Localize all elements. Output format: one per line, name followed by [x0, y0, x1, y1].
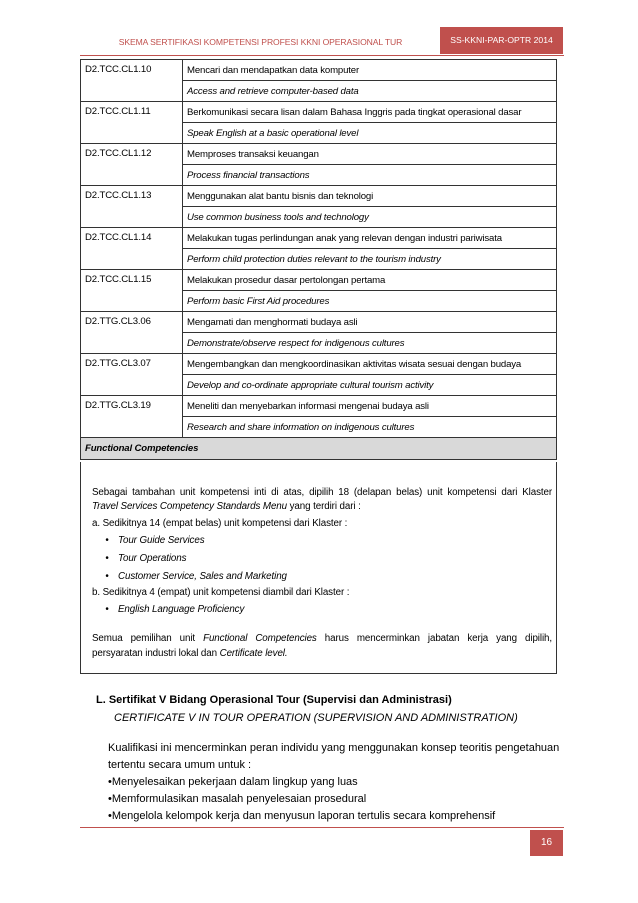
unit-title-en-cell: Perform child protection duties relevant to the tourism industry — [183, 249, 557, 270]
bullet-icon: • — [108, 776, 112, 788]
unit-title-id-cell: Melakukan tugas perlindungan anak yang relevan dengan industri pariwisata — [183, 228, 557, 249]
table-row — [81, 144, 557, 165]
table-row — [81, 354, 557, 375]
section-l-title: L. Sertifikat V Bidang Operasional Tour (Supervisi dan Administrasi) — [96, 694, 452, 706]
table-row — [81, 312, 557, 333]
unit-code-cell: D2.TTG.CL3.19 — [81, 396, 183, 438]
header-document-title: SKEMA SERTIFIKASI KOMPETENSI PROFESI KKNI OPERASIONAL TUR — [118, 37, 403, 47]
cluster-a-item: • Tour Operations — [96, 552, 556, 566]
unit-title-en-cell: Process financial transactions — [183, 165, 557, 186]
table-row — [81, 102, 557, 123]
functional-intro-line1: Sebagai tambahan unit kompetensi inti di atas, dipilih 18 (delapan belas) unit kompetensi dari Klaster — [92, 487, 552, 498]
functional-competencies-heading-row — [81, 438, 557, 460]
unit-title-en-cell: Speak English at a basic operational level — [183, 123, 557, 144]
unit-title-en-cell: Use common business tools and technology — [183, 207, 557, 228]
cluster-b-item: • English Language Proficiency — [96, 603, 556, 617]
section-l-bullet-item: •Memformulasikan masalah penyelesaian prosedural — [108, 793, 367, 805]
table-row — [81, 228, 557, 249]
functional-competencies-heading: Functional Competencies — [81, 438, 557, 460]
unit-code-cell: D2.TCC.CL1.10 — [81, 60, 183, 102]
unit-title-id-cell: Memproses transaksi keuangan — [183, 144, 557, 165]
unit-code-cell: D2.TCC.CL1.14 — [81, 228, 183, 270]
functional-intro-line2: Travel Services Competency Standards Menu yang terdiri dari : — [92, 501, 361, 512]
unit-title-id-cell: Berkomunikasi secara lisan dalam Bahasa Inggris pada tingkat operasional dasar — [183, 102, 557, 123]
cluster-a-item: • Tour Guide Services — [96, 534, 556, 548]
unit-code-cell: D2.TTG.CL3.06 — [81, 312, 183, 354]
section-l-subtitle: CERTIFICATE V IN TOUR OPERATION (SUPERVISION AND ADMINISTRATION) — [114, 712, 518, 724]
unit-code-cell: D2.TTG.CL3.07 — [81, 354, 183, 396]
footer-divider — [80, 827, 564, 828]
competency-units-table — [80, 59, 557, 460]
section-l-bullet-item: •Menyelesaikan pekerjaan dalam lingkup yang luas — [108, 776, 358, 788]
header-document-code: SS-KKNI-PAR-OPTR 2014 — [440, 27, 563, 54]
cluster-b-text: b. Sedikitnya 4 (empat) unit kompetensi diambil dari Klaster : — [92, 587, 350, 598]
unit-title-en-cell: Demonstrate/observe respect for indigenous cultures — [183, 333, 557, 354]
header-divider — [80, 55, 564, 56]
bullet-icon: • — [105, 604, 109, 615]
section-l-paragraph-line2: tertentu secara umum untuk : — [108, 759, 252, 771]
bullet-icon: • — [105, 553, 109, 564]
unit-title-en-cell: Develop and co-ordinate appropriate cultural tourism activity — [183, 375, 557, 396]
bullet-icon: • — [105, 571, 109, 582]
cluster-a-item: • Customer Service, Sales and Marketing — [96, 570, 556, 584]
unit-title-id-cell: Menggunakan alat bantu bisnis dan teknologi — [183, 186, 557, 207]
table-row — [81, 270, 557, 291]
section-l-paragraph-line1: Kualifikasi ini mencerminkan peran individu yang menggunakan konsep teoritis pengetahuan — [108, 742, 560, 754]
bullet-icon: • — [105, 535, 109, 546]
unit-code-cell: D2.TCC.CL1.11 — [81, 102, 183, 144]
functional-closing-line1: Semua pemilihan unit Functional Competencies harus mencerminkan jabatan kerja yang dipilih, — [92, 633, 553, 644]
unit-title-en-cell: Access and retrieve computer-based data — [183, 81, 557, 102]
bullet-icon: • — [108, 810, 112, 822]
unit-title-id-cell: Melakukan prosedur dasar pertolongan pertama — [183, 270, 557, 291]
bullet-icon: • — [108, 793, 112, 805]
functional-closing-line2: persyaratan industri lokal dan Certificate level. — [92, 648, 288, 659]
unit-code-cell: D2.TCC.CL1.13 — [81, 186, 183, 228]
unit-title-en-cell: Research and share information on indigenous cultures — [183, 417, 557, 438]
cluster-a-text: a. Sedikitnya 14 (empat belas) unit kompetensi dari Klaster : — [92, 518, 348, 529]
unit-title-en-cell: Perform basic First Aid procedures — [183, 291, 557, 312]
unit-code-cell: D2.TCC.CL1.15 — [81, 270, 183, 312]
unit-title-id-cell: Mengamati dan menghormati budaya asli — [183, 312, 557, 333]
functional-competencies-box — [80, 462, 557, 674]
unit-title-id-cell: Mencari dan mendapatkan data komputer — [183, 60, 557, 81]
table-row — [81, 186, 557, 207]
table-row — [81, 396, 557, 417]
unit-title-id-cell: Meneliti dan menyebarkan informasi mengenai budaya asli — [183, 396, 557, 417]
section-l-bullet-item: •Mengelola kelompok kerja dan menyusun laporan tertulis secara komprehensif — [108, 810, 496, 822]
table-row — [81, 60, 557, 81]
page-number: 16 — [530, 830, 563, 856]
unit-code-cell: D2.TCC.CL1.12 — [81, 144, 183, 186]
unit-title-id-cell: Mengembangkan dan mengkoordinasikan aktivitas wisata sesuai dengan budaya — [183, 354, 557, 375]
